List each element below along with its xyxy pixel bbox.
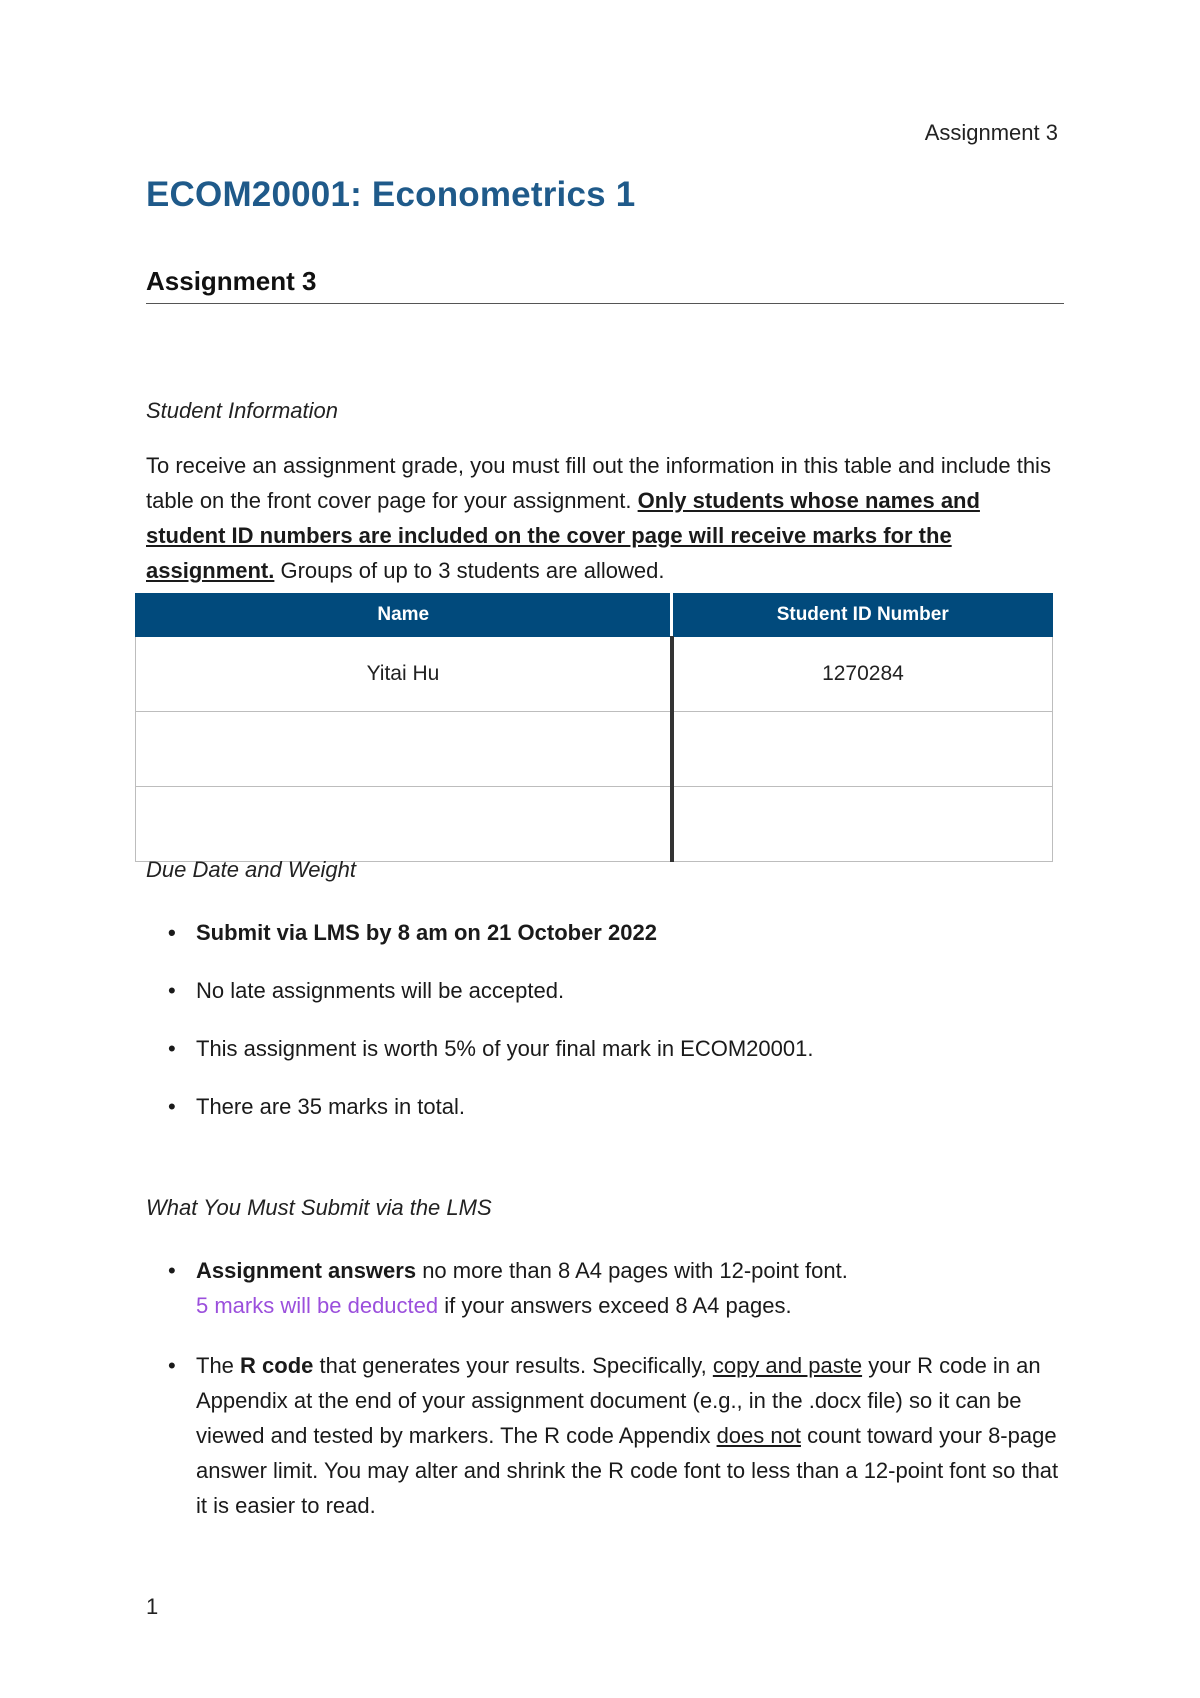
rcode-text: The	[196, 1353, 241, 1378]
answers-label: Assignment answers	[196, 1258, 417, 1283]
list-item: • Submit via LMS by 8 am on 21 October 2022	[168, 920, 1068, 978]
rcode-text: your R code in an Appendix at the end of your assignment document (e.g., in the .docx file) so it can be viewed and tested by markers. The R code Appendix	[196, 1353, 1041, 1448]
list-item	[168, 1253, 1068, 1323]
assignment-heading: Assignment 3	[146, 266, 317, 296]
student-info-table	[135, 593, 1053, 862]
course-title: ECOM20001: Econometrics 1	[146, 175, 636, 214]
table-row	[136, 637, 1053, 712]
deduction-text: if your answers exceed 8 A4 pages.	[438, 1293, 792, 1318]
page-number: 1	[146, 1594, 159, 1619]
list-item: • There are 35 marks in total.	[168, 1094, 1068, 1152]
table-row	[136, 787, 1053, 862]
name-cell[interactable]	[136, 712, 672, 787]
deduction-note: 5 marks will be deducted	[196, 1293, 439, 1318]
intro-text: To receive an assignment grade, you must fill out the information in this table and include this table on the front cover page for your assignment.	[146, 453, 1051, 513]
intro-emphasis: Only students whose names and student ID numbers are included on the cover page will receive marks for the assignment.	[146, 488, 980, 583]
list-item	[168, 1348, 1068, 1523]
intro-text-end: Groups of up to 3 students are allowed.	[274, 558, 665, 583]
student-info-heading: Student Information	[146, 398, 339, 423]
student-id-cell[interactable]: 1270284	[672, 637, 1053, 712]
student-id-cell[interactable]	[672, 787, 1053, 862]
student-info-paragraph	[146, 448, 1061, 588]
heading-rule	[146, 303, 1064, 304]
list-item: • This assignment is worth 5% of your final mark in ECOM20001.	[168, 1036, 1068, 1094]
list-item: • No late assignments will be accepted.	[168, 978, 1068, 1036]
copy-paste-emphasis: copy and paste	[712, 1353, 863, 1378]
rcode-text: that generates your results. Specifically,	[313, 1353, 713, 1378]
rcode-text: count toward your 8-page answer limit. You may alter and shrink the R code font to less than a 12-point font so that it is easier to read.	[196, 1423, 1059, 1518]
name-cell[interactable]	[136, 787, 672, 862]
table-row	[136, 712, 1053, 787]
due-date-list	[168, 920, 1068, 1152]
submission-list	[168, 1253, 1068, 1548]
column-header-name: Name	[136, 594, 672, 637]
does-not-emphasis: does not	[716, 1423, 801, 1448]
rcode-label: R code	[240, 1353, 314, 1378]
submission-heading: What You Must Submit via the LMS	[146, 1195, 492, 1220]
name-cell[interactable]: Yitai Hu	[136, 637, 672, 712]
running-header: Assignment 3	[924, 120, 1058, 145]
answers-text: no more than 8 A4 pages with 12-point font.	[416, 1258, 848, 1283]
student-id-cell[interactable]	[672, 712, 1053, 787]
table-header-row	[136, 594, 1053, 637]
column-header-student-id: Student ID Number	[672, 594, 1053, 637]
due-date-heading: Due Date and Weight	[146, 857, 356, 882]
